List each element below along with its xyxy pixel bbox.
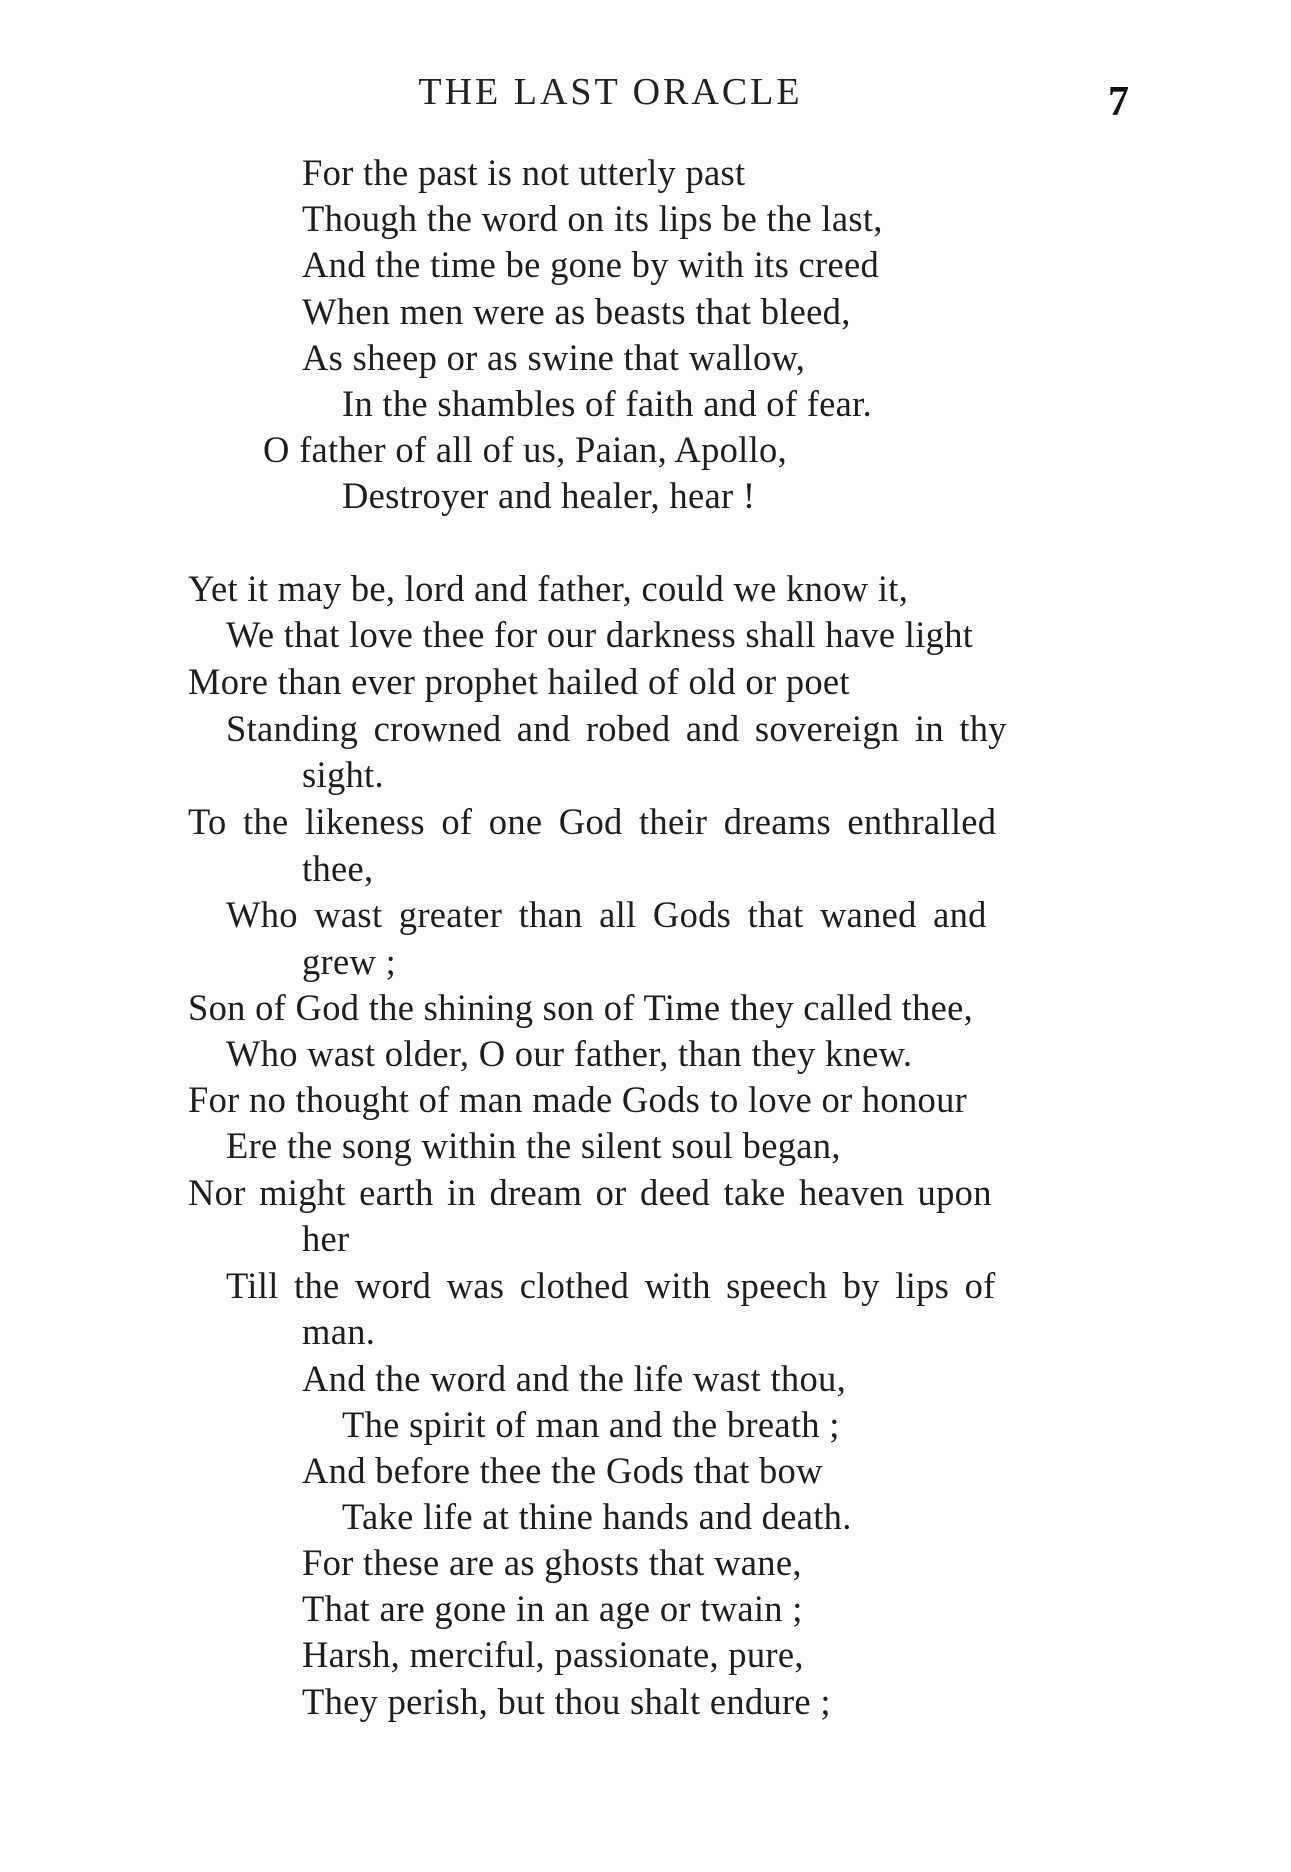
poem-line: Yet it may be, lord and father, could we know it, [188, 568, 909, 609]
poem-line: And the time be gone by with its creed [302, 244, 880, 285]
poem-line: That are gone in an age or twain ; [302, 1588, 803, 1629]
poem-line: More than ever prophet hailed of old or poet [188, 661, 850, 702]
poem-line: O father of all of us, Paian, Apollo, [263, 429, 788, 470]
poem-line: Though the word on its lips be the last, [302, 198, 883, 239]
poem-line: Destroyer and healer, hear ! [342, 475, 756, 516]
poem-line: In the shambles of faith and of fear. [342, 383, 873, 424]
page-number: 7 [1108, 79, 1129, 125]
poem-line: For the past is not utterly past [302, 152, 746, 193]
poem-line: thee, [302, 848, 374, 889]
poem-line: For these are as ghosts that wane, [302, 1542, 802, 1583]
poem-line: For no thought of man made Gods to love or honour [188, 1079, 968, 1120]
poem-line: Take life at thine hands and death. [342, 1496, 852, 1537]
running-title: THE LAST ORACLE [418, 71, 803, 113]
poem-line: Ere the song within the silent soul began, [226, 1125, 841, 1166]
poem-line: man. [302, 1311, 376, 1352]
poem-line: They perish, but thou shalt endure ; [302, 1681, 831, 1722]
poem-line: Harsh, merciful, passionate, pure, [302, 1634, 804, 1675]
poem-line: Who wast older, O our father, than they knew. [226, 1033, 913, 1074]
poem-line: And the word and the life wast thou, [302, 1358, 846, 1399]
poem-line: Nor might earth in dream or deed take heaven upon [188, 1172, 992, 1213]
poem-line: her [302, 1218, 350, 1259]
poem-line: Till the word was clothed with speech by lips of [226, 1265, 996, 1306]
poem-line: To the likeness of one God their dreams enthralled [188, 801, 997, 842]
running-head [0, 70, 1291, 114]
poem-line: We that love thee for our darkness shall have light [226, 614, 974, 655]
poem-line: grew ; [302, 941, 397, 982]
poem-line: When men were as beasts that bleed, [302, 291, 851, 332]
poem-line: The spirit of man and the breath ; [342, 1404, 840, 1445]
poem-line: Who wast greater than all Gods that waned and [226, 894, 987, 935]
poem-line: And before thee the Gods that bow [302, 1450, 823, 1491]
poem-line: sight. [302, 754, 384, 795]
poem-line: As sheep or as swine that wallow, [302, 337, 806, 378]
poem-line: Standing crowned and robed and sovereign in thy [226, 708, 1007, 749]
poem-line: Son of God the shining son of Time they called thee, [188, 987, 974, 1028]
